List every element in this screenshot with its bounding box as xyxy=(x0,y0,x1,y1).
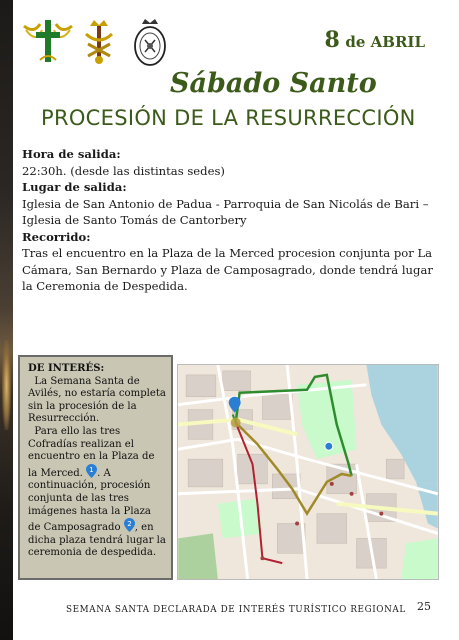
map-marker-1-icon xyxy=(86,464,97,478)
crown-emblem-icon xyxy=(82,16,116,66)
interest-paragraph-2: Para ello las tres Cofradías realizan el encuentro en la Plaza de la Merced. 1 . A continuación, procesión conjunta de las tres imágenes hasta la Plaza de Camposagrado 2 , en dicha plaza tendrá lugar la ceremonia de despedida. xyxy=(28,425,166,559)
shield-crest-icon xyxy=(130,16,170,68)
hora-value: 22:30h. (desde las distintas sedes) xyxy=(22,163,225,178)
lugar-label: Lugar de salida: xyxy=(22,180,127,194)
date-day: 8 xyxy=(324,27,340,53)
page-subtitle: Sábado Santo xyxy=(170,68,377,99)
page-title: PROCESIÓN DE LA RESURRECCIÓN xyxy=(41,106,416,130)
candle-glow xyxy=(2,340,11,430)
procession-info xyxy=(22,146,442,295)
cofradia-logos xyxy=(20,16,180,68)
recorrido-value: Tras el encuentro en la Plaza de la Merced procesion conjunta por La Cámara, San Bernardo y Plaza de Camposagrado, donde tendrá lugar la Ceremonia de Despedida. xyxy=(22,246,433,293)
interest-box xyxy=(18,355,173,580)
route-map xyxy=(177,364,439,580)
interest-paragraph-1: La Semana Santa de Avilés, no estaría completa sin la procesión de la Resurrección. xyxy=(28,375,166,425)
date xyxy=(325,27,426,53)
recorrido-label: Recorrido: xyxy=(22,229,91,244)
date-month: de ABRIL xyxy=(345,33,425,51)
cross-emblem-icon xyxy=(20,16,76,66)
svg-text:2: 2 xyxy=(127,520,132,529)
lugar-value: Iglesia de San Antonio de Padua - Parroquia de San Nicolás de Bari – Iglesia de Santo Tomás de Cantorbery xyxy=(22,196,429,227)
map-pin-2 xyxy=(325,442,333,450)
hora-label: Hora de salida: xyxy=(22,147,121,161)
page-number: 25 xyxy=(417,600,431,613)
interest-title: DE INTERÉS: xyxy=(28,363,105,374)
svg-text:1: 1 xyxy=(89,465,94,474)
footer-text: SEMANA SANTA DECLARADA DE INTERÉS TURÍSTICO REGIONAL xyxy=(66,605,406,615)
map-marker-2-icon xyxy=(124,518,135,532)
